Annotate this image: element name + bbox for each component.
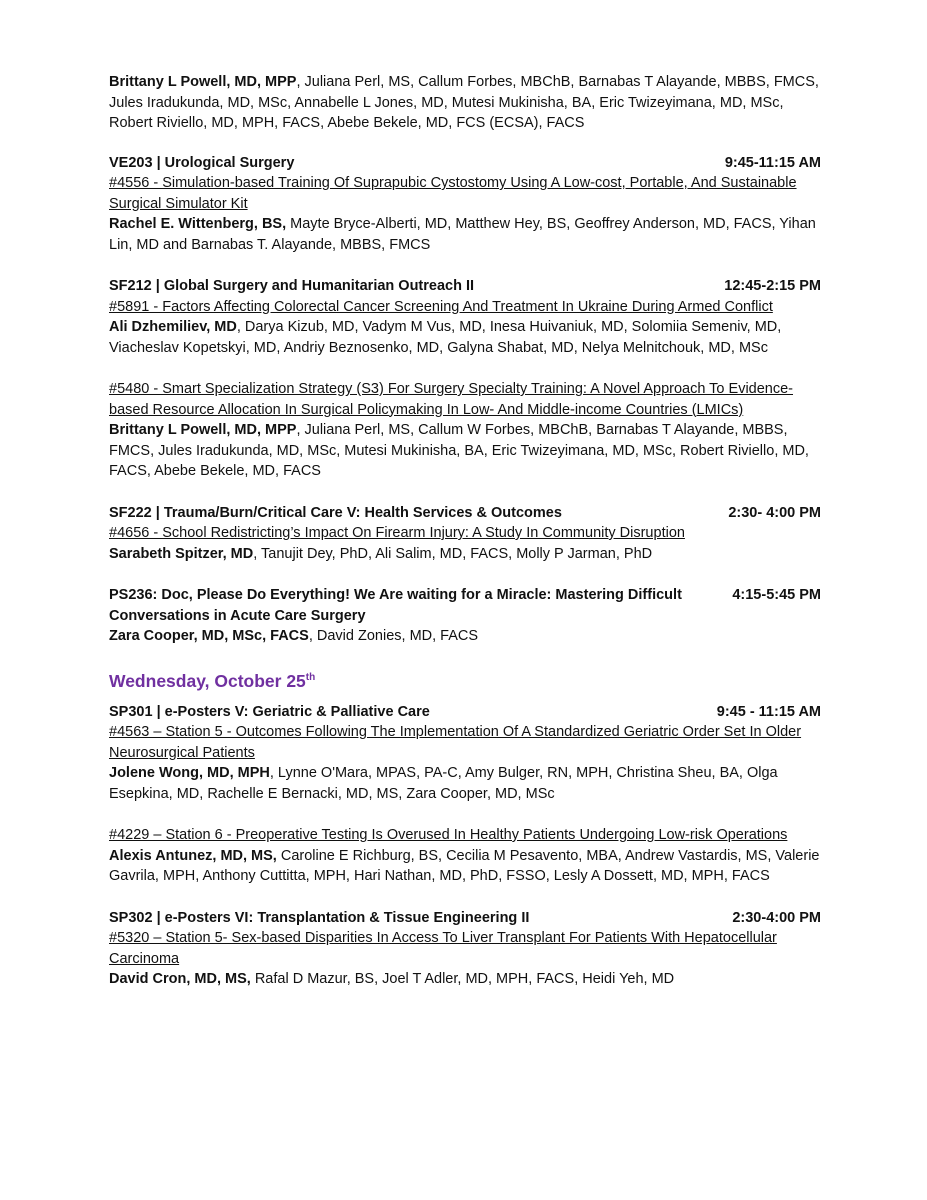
abstract-link[interactable]: #4556 - Simulation-based Training Of Suprapubic Cystostomy Using A Low-cost, Portable, And Sustainable Surgical Simulator Kit: [109, 175, 797, 212]
abstract-authors: [109, 317, 821, 358]
co-authors: Caroline E Richburg, BS, Cecilia M Pesavento, MBA, Andrew Vastardis, MS, Valerie Gavrila, MPH, Anthony Cuttitta, MPH, Hari Nathan, MD, PhD, FSSO, Lesly A Dossett, MD, MPH, FACS: [109, 847, 820, 884]
session-title: VE203 | Urological Surgery: [109, 154, 295, 171]
presenting-author: Jolene Wong, MD, MPH: [109, 765, 270, 781]
abstract-authors: [109, 846, 821, 887]
session-header: [109, 276, 821, 297]
session-block: [109, 585, 821, 647]
co-authors: , Lynne O'Mara, MPAS, PA-C, Amy Bulger, RN, MPH, Christina Sheu, BA, Olga Esepkina, MD, Rachelle E Bernacki, MD, MS, Zara Cooper, MD, MSc: [109, 765, 778, 802]
session-header: [109, 585, 821, 626]
session-time: 2:30- 4:00 PM: [728, 504, 821, 521]
co-authors: , Darya Kizub, MD, Vadym M Vus, MD, Inesa Huivaniuk, MD, Solomiia Semeniv, MD, Viacheslav Kopetskyi, MD, Andriy Beznosenko, MD, Galyna Shabat, MD, Nelya Melnitchouk, MD, MSc: [109, 319, 782, 356]
abstract-authors: [109, 626, 821, 647]
session-header: [109, 503, 821, 524]
intro-authors: [109, 72, 821, 134]
session-time: 9:45 - 11:15 AM: [716, 703, 821, 720]
session-header: [109, 153, 821, 174]
session-block: [109, 908, 821, 990]
session-time: 12:45-2:15 PM: [724, 278, 821, 294]
day-heading-suffix: th: [305, 671, 316, 683]
presenting-author: Sarabeth Spitzer, MD: [109, 545, 254, 562]
abstract-link[interactable]: #5891 - Factors Affecting Colorectal Cancer Screening And Treatment In Ukraine During Armed Conflict: [109, 298, 773, 315]
session-block: [109, 276, 821, 358]
abstract-link[interactable]: #4563 – Station 5 - Outcomes Following The Implementation Of A Standardized Geriatric Order Set In Older Neurosurgical Patients: [109, 724, 802, 761]
lead-author: Brittany L Powell, MD, MPP: [109, 74, 297, 90]
page-content: [109, 72, 821, 990]
presenting-author: David Cron, MD, MS,: [109, 971, 251, 987]
abstract-authors: [109, 420, 821, 482]
session-title: SF222 | Trauma/Burn/Critical Care V: Health Services & Outcomes: [109, 504, 562, 521]
co-authors: , Tanujit Dey, PhD, Ali Salim, MD, FACS, Molly P Jarman, PhD: [253, 545, 653, 562]
tuesday-sessions: [109, 153, 821, 647]
session-title: SF212 | Global Surgery and Humanitarian Outreach II: [109, 278, 475, 294]
session-header: [109, 908, 821, 929]
wednesday-sessions: [109, 702, 821, 990]
session-title: SP302 | e-Posters VI: Transplantation & Tissue Engineering II: [109, 909, 530, 926]
abstract-link[interactable]: #5480 - Smart Specialization Strategy (S3) For Surgery Specialty Training: A Novel Approach To Evidence-based Resource Allocation In Surgical Policymaking In Low- And Middle-income Countries (LMICs): [109, 381, 793, 418]
abstract-authors: [109, 544, 821, 565]
co-authors: , Juliana Perl, MS, Callum W Forbes, MBChB, Barnabas T Alayande, MBBS, FMCS, Jules Iradukunda, MD, MSc, Mutesi Mukinisha, BA, Eric Twizeyimana, MD, MSc, Robert Riviello, MD, FACS, Abebe Bekele, MD, FACS: [109, 422, 809, 479]
abstract-authors: [109, 214, 821, 255]
session-block: [109, 503, 821, 565]
abstract-authors: [109, 969, 821, 990]
session-title: SP301 | e-Posters V: Geriatric & Palliative Care: [109, 703, 430, 720]
session-time: 2:30-4:00 PM: [732, 909, 821, 926]
session-title: PS236: Doc, Please Do Everything! We Are waiting for a Miracle: Mastering Difficult Conversations in Acute Care Surgery: [109, 587, 682, 624]
co-authors: Mayte Bryce-Alberti, MD, Matthew Hey, BS, Geoffrey Anderson, MD, FACS, Yihan Lin, MD and Barnabas T. Alayande, MBBS, FMCS: [109, 216, 816, 253]
abstract-link[interactable]: #4656 - School Redistricting’s Impact On Firearm Injury: A Study In Community Disruption: [109, 525, 685, 541]
abstract-block: [109, 379, 821, 482]
session-time: 9:45-11:15 AM: [724, 154, 821, 171]
session-block: [109, 153, 821, 256]
session-time: 4:15-5:45 PM: [732, 587, 821, 603]
co-authors: , David Zonies, MD, FACS: [308, 628, 479, 644]
presenting-author: Rachel E. Wittenberg, BS,: [109, 216, 287, 232]
abstract-link[interactable]: #5320 – Station 5- Sex-based Disparities In Access To Liver Transplant For Patients With Hepatocellular Carcinoma: [109, 930, 777, 967]
co-authors: , Juliana Perl, MS, Callum Forbes, MBChB, Barnabas T Alayande, MBBS, FMCS, Jules Iradukunda, MD, MSc, Annabelle L Jones, MD, Mutesi Mukinisha, BA, Eric Twizeyimana, MD, MSc, Robert Riviello, MD, MPH, FACS, Abebe Bekele, MD, FCS (ECSA), FACS: [109, 74, 819, 131]
session-block: [109, 702, 821, 805]
presenting-author: Zara Cooper, MD, MSc, FACS: [109, 628, 309, 644]
day-heading: [109, 669, 821, 693]
abstract-block: [109, 825, 821, 887]
presenting-author: Ali Dzhemiliev, MD: [109, 319, 237, 335]
abstract-link[interactable]: #4229 – Station 6 - Preoperative Testing Is Overused In Healthy Patients Undergoing Low-risk Operations: [109, 827, 788, 843]
co-authors: Rafal D Mazur, BS, Joel T Adler, MD, MPH, FACS, Heidi Yeh, MD: [250, 971, 675, 987]
presenting-author: Brittany L Powell, MD, MPP: [109, 422, 297, 438]
abstract-authors: [109, 763, 821, 804]
session-header: [109, 702, 821, 723]
day-heading-text: Wednesday, October 25: [109, 670, 306, 691]
presenting-author: Alexis Antunez, MD, MS,: [109, 847, 277, 864]
